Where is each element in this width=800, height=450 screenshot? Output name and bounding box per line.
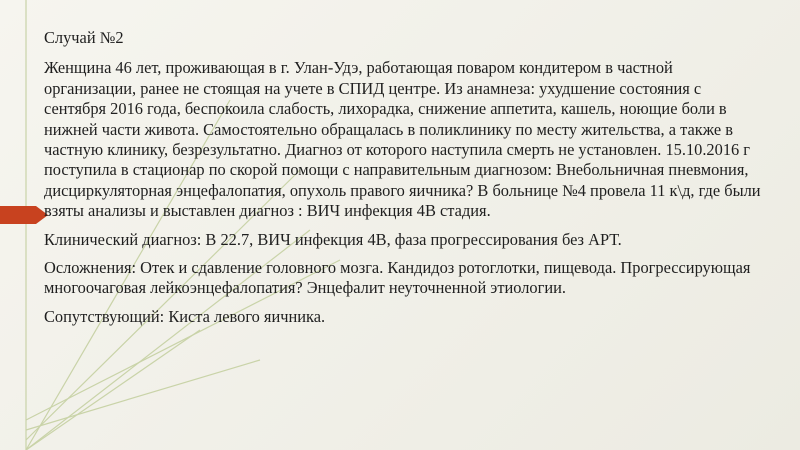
decor-line (26, 330, 200, 450)
concomitant-diagnosis: Сопутствующий: Киста левого яичника. (44, 306, 326, 326)
slide-content (44, 28, 764, 335)
decor-line (26, 360, 260, 430)
complications: Осложнения: Отек и сдавление головного мозга. Кандидоз ротоглотки, пищевода. Прогрессирующая многоочаговая лейкоэнцефалопатия? Энцефалит неуточненной этиологии. (44, 258, 751, 298)
arrow-icon (0, 206, 48, 224)
case-description: Женщина 46 лет, проживающая в г. Улан-Удэ, работающая поваром кондитером в частной организации, ранее не стоящая на учете в СПИД центре. Из анамнеза: ухудшение состояния с сентября 2016 года, беспокоила слабость, лихорадка, снижение аппетита, кашель, ноющие боли в нижней части живота. Самостоятельно обращалась в поликлинику по месту жительства, а также в частную клинику, безрезультатно. Диагноз от которого наступила смерть не установлен. 15.10.2016 г поступила в стационар по скорой помощи с направительным диагнозом: Внебольничная пневмония, дисциркуляторная энцефалопатия, опухоль правого яичника? В больнице №4 провела 11 к\д, где были взяты анализы и выставлен диагноз : ВИЧ инфекция 4В стадия. (44, 58, 761, 221)
clinical-diagnosis: Клинический диагноз: В 22.7, ВИЧ инфекция 4В, фаза прогрессирования без АРТ. (44, 229, 622, 249)
slide-title: Случай №2 (44, 28, 124, 47)
